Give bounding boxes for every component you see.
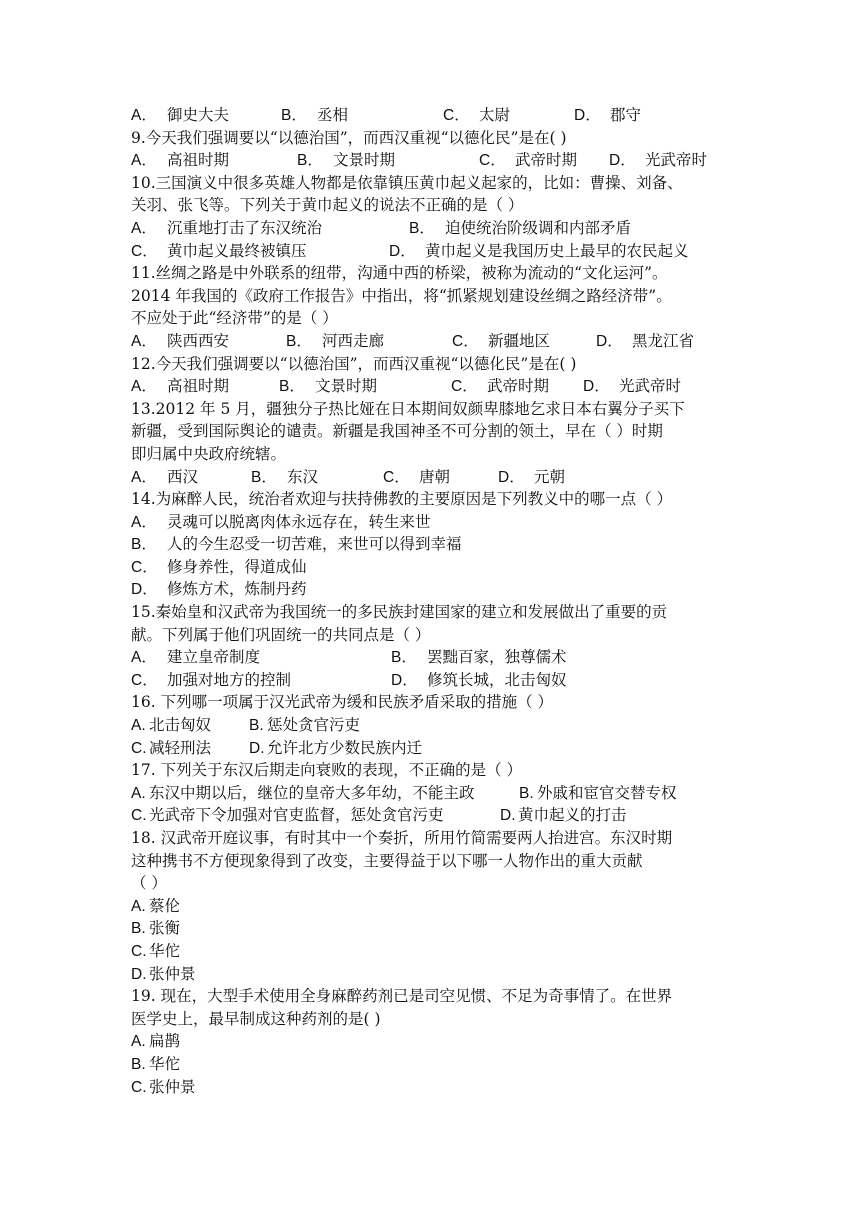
question-text: 17. 下列关于东汉后期走向衰败的表现，不正确的是（ ）	[131, 761, 523, 780]
question-line	[131, 872, 731, 895]
answer-option	[281, 104, 348, 128]
answer-option	[451, 375, 549, 399]
option-text: 迫使统治阶级调和内部矛盾	[445, 218, 632, 237]
question-line	[131, 353, 731, 376]
option-row	[131, 895, 731, 918]
option-letter: D．	[498, 468, 525, 486]
answer-option	[131, 511, 431, 535]
option-row	[131, 466, 731, 489]
option-letter: C．	[452, 332, 479, 350]
option-text: 灵魂可以脱离肉体永远存在，转生来世	[167, 512, 431, 531]
answer-option	[131, 578, 307, 602]
option-text: 太尉	[479, 106, 511, 124]
option-letter: C.	[131, 739, 147, 757]
answer-option	[131, 737, 211, 761]
answer-option	[297, 149, 395, 173]
option-text: 惩处贪官污吏	[267, 716, 361, 735]
option-text: 外戚和宦官交替专权	[537, 783, 677, 802]
option-letter: B．	[297, 152, 323, 170]
option-text: 西汉	[167, 467, 199, 486]
answer-option	[409, 217, 631, 241]
option-row	[131, 375, 731, 398]
option-row	[131, 669, 731, 692]
option-letter: B．	[279, 378, 305, 396]
option-text: 光武帝时	[619, 377, 682, 396]
option-text: 减轻刑法	[149, 738, 212, 757]
option-text: 丞相	[317, 106, 349, 124]
option-letter: D．	[574, 107, 601, 124]
option-letter: C．	[131, 671, 158, 689]
answer-option	[131, 714, 211, 738]
answer-option	[131, 1053, 180, 1077]
option-text: 高祖时期	[167, 151, 230, 170]
option-row	[131, 104, 731, 127]
question-line	[131, 624, 731, 647]
answer-option	[131, 669, 291, 693]
option-row	[131, 714, 731, 737]
answer-option	[583, 375, 681, 399]
option-row	[131, 1076, 731, 1099]
option-letter: A．	[131, 332, 157, 350]
question-text: 14.为麻醉人民，统治者欢迎与扶持佛教的主要原因是下列教义中的哪一点（ ）	[131, 490, 673, 509]
option-letter: B．	[391, 649, 417, 667]
option-text: 光武帝下令加强对官吏监督，惩处贪官污吏	[149, 806, 444, 825]
answer-option	[131, 533, 462, 557]
answer-option	[596, 330, 694, 354]
option-row	[131, 217, 731, 240]
answer-option	[131, 895, 180, 919]
option-row	[131, 917, 731, 940]
option-letter: C.	[131, 942, 147, 960]
option-letter: B．	[281, 107, 307, 124]
option-text: 张仲景	[149, 964, 196, 983]
option-text: 东汉中期以后，继位的皇帝大多年幼，不能主政	[149, 783, 475, 802]
answer-option	[391, 669, 567, 693]
question-text: 不应处于此“经济带”的是（ ）	[131, 309, 338, 328]
answer-option	[574, 104, 641, 128]
question-line	[131, 759, 731, 782]
question-line	[131, 194, 731, 217]
option-letter: B．	[409, 219, 435, 237]
question-text: 献。下列属于他们巩固统一的共同点是（ ）	[131, 625, 431, 644]
question-text: 关羽、张飞等。下列关于黄巾起义的说法不正确的是（ ）	[131, 196, 524, 215]
option-letter: B.	[519, 784, 534, 802]
option-text: 高祖时期	[167, 377, 230, 396]
option-text: 郡守	[610, 106, 642, 124]
question-line	[131, 127, 731, 150]
option-letter: D．	[391, 671, 418, 689]
question-line	[131, 285, 731, 308]
question-line	[131, 172, 731, 195]
answer-option	[249, 714, 360, 738]
question-text: 12.今天我们强调要以“以德治国”，而西汉重视“以德化民”是在( )	[131, 354, 577, 373]
question-line	[131, 827, 731, 850]
option-text: 武帝时期	[487, 377, 550, 396]
answer-option	[131, 963, 196, 987]
option-letter: A．	[131, 468, 157, 486]
option-text: 华佗	[149, 941, 181, 960]
question-text: 15.秦始皇和汉武帝为我国统一的多民族封建国家的建立和发展做出了重要的贡	[131, 603, 668, 622]
option-text: 黑龙江省	[632, 331, 695, 350]
answer-option	[286, 330, 384, 354]
option-letter: B．	[286, 332, 312, 350]
answer-option	[131, 940, 180, 964]
answer-option	[479, 149, 577, 173]
answer-option	[519, 782, 677, 806]
option-text: 黄巾起义最终被镇压	[167, 241, 307, 260]
question-text: 18. 汉武帝开庭议事，有时其中一个奏折，所用竹简需要两人抬进宫。东汉时期	[131, 829, 673, 847]
answer-option	[131, 217, 322, 241]
answer-option	[498, 466, 565, 490]
answer-option	[131, 1076, 196, 1100]
answer-option	[391, 646, 567, 670]
option-letter: D.	[131, 965, 147, 983]
option-letter: A.	[131, 784, 146, 802]
option-letter: A．	[131, 378, 157, 396]
option-row	[131, 963, 731, 986]
option-letter: C.	[131, 807, 147, 825]
answer-option	[131, 466, 198, 490]
option-letter: D.	[500, 807, 516, 825]
option-text: 陕西西安	[167, 331, 230, 350]
question-line	[131, 1008, 731, 1031]
option-text: 东汉	[287, 467, 319, 486]
option-text: 沉重地打击了东汉统治	[167, 218, 323, 237]
option-letter: B．	[131, 536, 157, 554]
option-row	[131, 511, 731, 534]
question-line	[131, 307, 731, 330]
option-row	[131, 149, 731, 172]
question-text: 新疆，受到国际舆论的谴责。新疆是我国神圣不可分割的领土，早在（ ）时期	[131, 422, 663, 441]
option-row	[131, 1030, 731, 1053]
question-line	[131, 420, 731, 443]
option-text: 张衡	[149, 919, 181, 938]
answer-option	[131, 330, 229, 354]
option-row	[131, 556, 731, 579]
option-text: 允许北方少数民族内迁	[267, 738, 423, 757]
option-text: 建立皇帝制度	[167, 648, 261, 667]
answer-option	[389, 240, 689, 264]
answer-option	[131, 375, 229, 399]
question-line	[131, 443, 731, 466]
answer-option	[452, 330, 550, 354]
option-row	[131, 782, 731, 805]
option-text: 光武帝时	[645, 151, 708, 170]
option-text: 文景时期	[315, 377, 378, 396]
question-text: （ ）	[131, 874, 167, 893]
answer-option	[131, 1030, 180, 1054]
answer-option	[131, 556, 307, 580]
option-row	[131, 940, 731, 963]
option-letter: A.	[131, 897, 146, 915]
option-text: 唐朝	[419, 467, 451, 486]
answer-option	[131, 782, 475, 806]
option-text: 华佗	[149, 1054, 181, 1073]
answer-option	[249, 737, 422, 761]
option-letter: C．	[131, 242, 158, 260]
option-text: 张仲景	[149, 1077, 196, 1096]
option-letter: A．	[131, 152, 157, 170]
question-line	[131, 691, 731, 714]
question-text: 9.今天我们强调要以“以德治国”，而西汉重视“以德化民”是在( )	[131, 128, 567, 147]
option-letter: D．	[596, 332, 623, 350]
exam-page	[131, 104, 731, 1098]
option-text: 北击匈奴	[149, 716, 212, 735]
option-text: 加强对地方的控制	[167, 670, 292, 689]
answer-option	[131, 104, 229, 128]
option-row	[131, 646, 731, 669]
answer-option	[251, 466, 318, 490]
option-text: 黄巾起义是我国历史上最早的农民起义	[425, 241, 689, 260]
question-text: 16. 下列哪一项属于汉光武帝为缓和民族矛盾采取的措施（ ）	[131, 693, 554, 712]
answer-option	[131, 804, 444, 828]
question-text: 医学史上，最早制成这种药剂的是( )	[131, 1009, 381, 1028]
option-text: 黄巾起义的打击	[518, 806, 627, 825]
option-text: 河西走廊	[322, 331, 385, 350]
option-row	[131, 240, 731, 263]
option-letter: D．	[131, 581, 158, 599]
question-line	[131, 601, 731, 624]
option-letter: D．	[609, 152, 636, 170]
option-letter: C．	[443, 107, 470, 124]
question-text: 这种携书不方便现象得到了改变，主要得益于以下哪一人物作出的重大贡献	[131, 851, 643, 870]
option-letter: B．	[251, 468, 277, 486]
option-text: 新疆地区	[488, 331, 551, 350]
question-line	[131, 398, 731, 421]
option-text: 修炼方术，炼制丹药	[167, 580, 307, 599]
answer-option	[131, 240, 307, 264]
answer-option	[279, 375, 377, 399]
question-text: 13.2012 年 5 月，疆独分子热比娅在日本期间奴颜卑膝地乞求日本右翼分子买下	[131, 399, 685, 418]
option-row	[131, 533, 731, 556]
option-text: 文景时期	[333, 151, 396, 170]
option-text: 武帝时期	[515, 151, 578, 170]
question-line	[131, 488, 731, 511]
option-text: 蔡伦	[149, 896, 181, 915]
option-letter: A.	[131, 717, 146, 735]
option-row	[131, 578, 731, 601]
question-text: 11.丝绸之路是中外联系的纽带，沟通中西的桥梁，被称为流动的“文化运河”。	[131, 264, 668, 283]
question-line	[131, 262, 731, 285]
option-text: 修筑长城，北击匈奴	[427, 670, 567, 689]
option-letter: B.	[249, 717, 264, 735]
answer-option	[131, 646, 260, 670]
option-row	[131, 330, 731, 353]
answer-option	[131, 917, 180, 941]
question-text: 2014 年我国的《政府工作报告》中指出，将“抓紧规划建设丝绸之路经济带”。	[131, 286, 672, 305]
question-line	[131, 850, 731, 873]
option-letter: C．	[383, 468, 410, 486]
option-letter: B.	[131, 1055, 146, 1073]
question-line	[131, 985, 731, 1008]
option-letter: C.	[131, 1078, 147, 1096]
answer-option	[500, 804, 627, 828]
option-row	[131, 737, 731, 760]
option-letter: A．	[131, 107, 157, 124]
answer-option	[383, 466, 450, 490]
option-letter: A.	[131, 1033, 146, 1051]
option-text: 罢黜百家，独尊儒术	[427, 648, 567, 667]
option-row	[131, 1053, 731, 1076]
option-letter: D.	[249, 739, 265, 757]
option-text: 御史大夫	[167, 106, 230, 124]
question-text: 10.三国演义中很多英雄人物都是依靠镇压黄巾起义起家的，比如：曹操、刘备、	[131, 173, 683, 192]
option-letter: B.	[131, 920, 146, 938]
answer-option	[609, 149, 707, 173]
option-text: 元朝	[534, 467, 566, 486]
option-letter: C．	[479, 152, 506, 170]
answer-option	[443, 104, 510, 128]
option-text: 扁鹊	[149, 1032, 181, 1051]
option-row	[131, 804, 731, 827]
question-text: 19. 现在，大型手术使用全身麻醉药剂已是司空见惯、不足为奇事情了。在世界	[131, 987, 673, 1006]
answer-option	[131, 149, 229, 173]
option-text: 修身养性，得道成仙	[167, 557, 307, 576]
option-letter: A．	[131, 649, 157, 667]
option-text: 人的今生忍受一切苦难，来世可以得到幸福	[167, 535, 462, 554]
option-letter: D．	[583, 378, 610, 396]
question-text: 即归属中央政府统辖。	[131, 444, 287, 463]
option-letter: A．	[131, 513, 157, 531]
option-letter: A．	[131, 219, 157, 237]
option-letter: C．	[451, 378, 478, 396]
option-letter: D．	[389, 242, 416, 260]
option-letter: C．	[131, 558, 158, 576]
